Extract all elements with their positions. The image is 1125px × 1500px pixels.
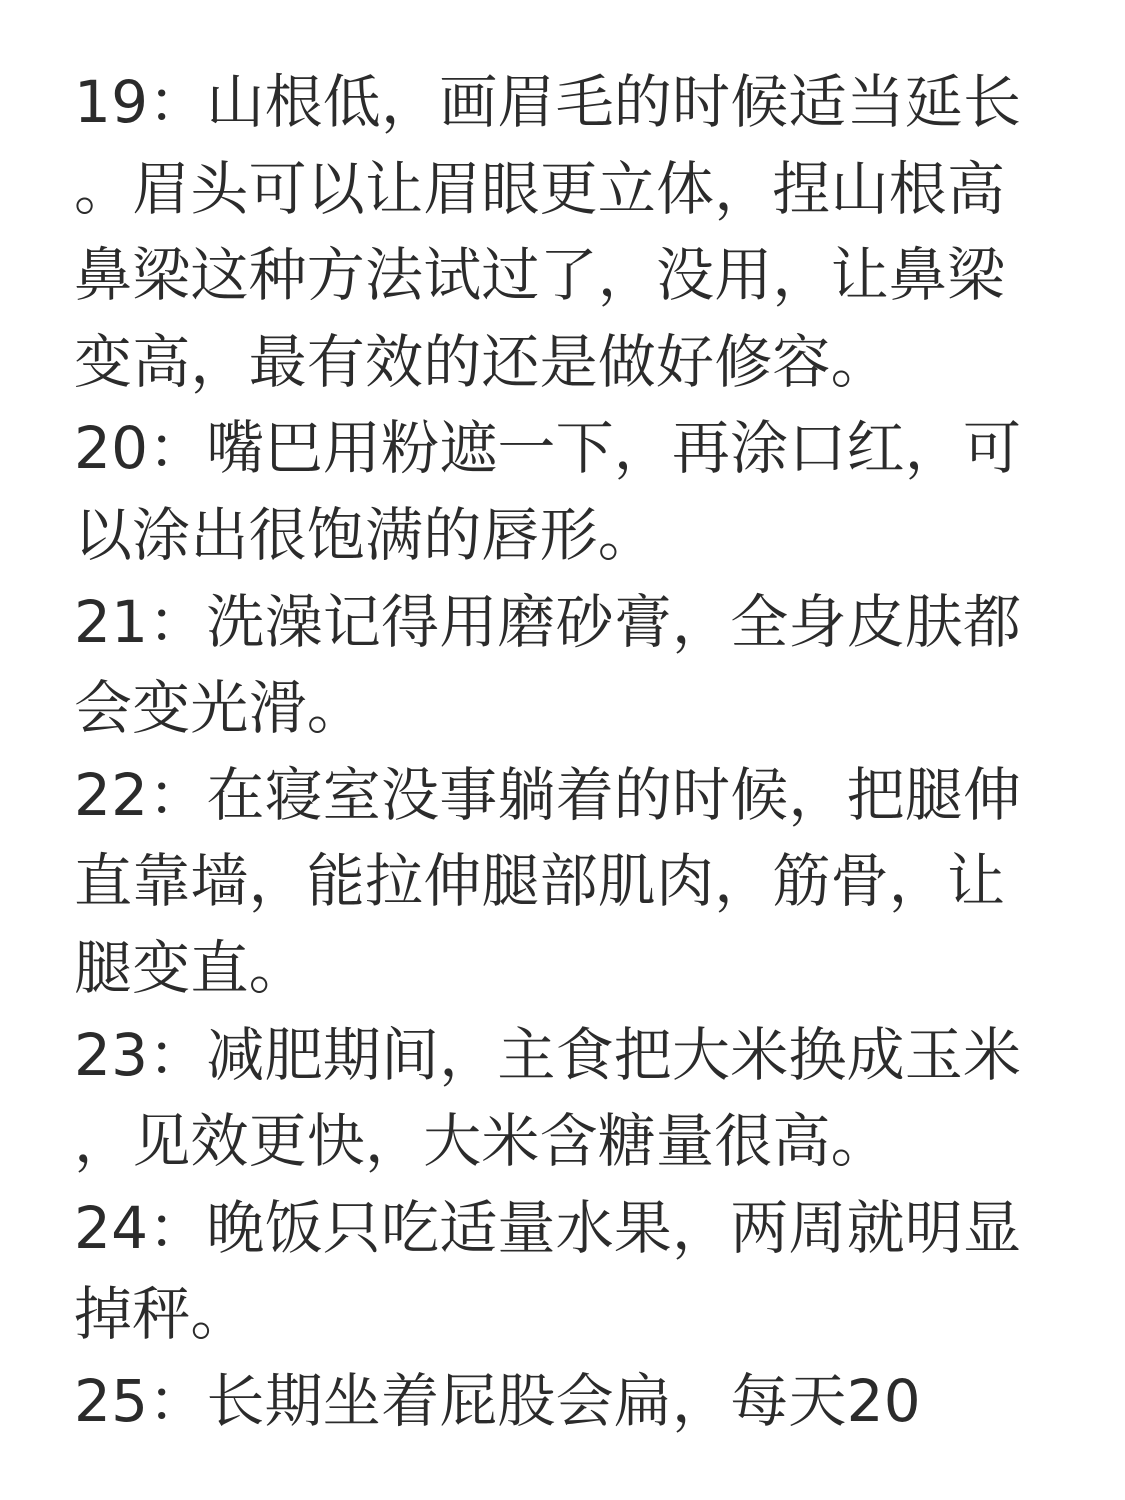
tip-23: 23：减肥期间，主食把大米换成玉米，见效更快，大米含糖量很高。	[74, 1020, 1022, 1176]
tip-19: 19：山根低，画眉毛的时候适当延长。眉头可以让眉眼更立体，捏山根高鼻梁这种方法试过了，没用，让鼻梁变高，最有效的还是做好修容。	[74, 68, 1022, 396]
tip-22: 22：在寝室没事躺着的时候，把腿伸直靠墙，能拉伸腿部肌肉，筋骨，让腿变直。	[74, 760, 1022, 1002]
tip-21: 21：洗澡记得用磨砂膏，全身皮肤都会变光滑。	[74, 587, 1022, 743]
note-body	[74, 59, 1049, 1445]
tip-25-partial: 25：长期坐着屁股会扁，每天20	[74, 1366, 921, 1435]
tip-24: 24：晚饭只吃适量水果，两周就明显掉秤。	[74, 1193, 1022, 1349]
tip-20: 20：嘴巴用粉遮一下，再涂口红，可以涂出很饱满的唇形。	[74, 414, 1022, 569]
